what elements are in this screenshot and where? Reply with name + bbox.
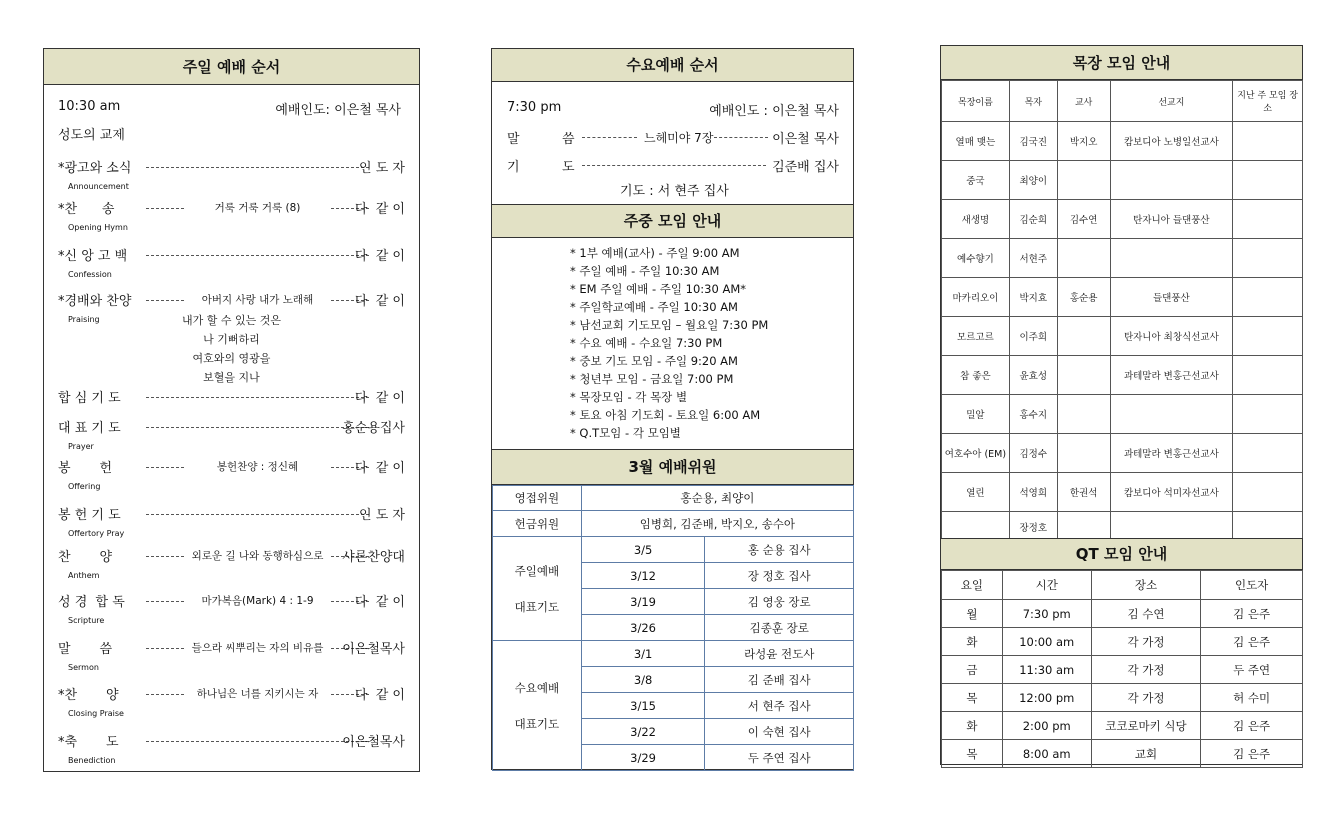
cell-value bbox=[1057, 161, 1110, 200]
cell-value: 모르고르 bbox=[942, 317, 1010, 356]
qt-value: 목 bbox=[942, 684, 1003, 712]
cell-header-row bbox=[942, 81, 1303, 122]
sunday-item-right: 다 같 이 bbox=[354, 391, 405, 406]
wednesday-prayer-dash bbox=[582, 165, 766, 166]
offering-value: 임병희, 김준배, 박지오, 송수아 bbox=[581, 511, 853, 537]
committee-group-label-2: 대표기도 bbox=[514, 599, 560, 614]
weekly-item: * 주일학교예배 - 주일 10:30 AM bbox=[570, 298, 768, 316]
sunday-item-right: 다 같 이 bbox=[354, 461, 405, 476]
sunday-leader: 예배인도: 이은철 목사 bbox=[275, 103, 401, 118]
cell-header: 지난 주 모임 장소 bbox=[1233, 81, 1303, 122]
cell-group-panel bbox=[940, 45, 1303, 539]
committee-name: 김 준배 집사 bbox=[705, 667, 854, 693]
committee-group-label bbox=[493, 537, 582, 641]
sunday-item-dash bbox=[146, 167, 369, 168]
cell-value bbox=[1233, 317, 1303, 356]
cell-value bbox=[1233, 434, 1303, 473]
sunday-item-mid: 마가복음(Mark) 4 : 1-9 bbox=[201, 595, 314, 607]
cell-group-body bbox=[942, 122, 1303, 543]
sunday-item-mid: 외로운 길 나와 동행하심으로 bbox=[191, 550, 324, 562]
qt-value: 월 bbox=[942, 600, 1003, 628]
cell-value bbox=[1110, 395, 1233, 434]
sunday-item-sub: Opening Hymn bbox=[68, 223, 128, 232]
wednesday-word-label2: 씀 bbox=[562, 132, 575, 147]
sunday-item-label: 합 심 기 도 bbox=[58, 391, 121, 406]
sunday-time: 10:30 am bbox=[58, 99, 121, 114]
sunday-item-label: *축 도 bbox=[58, 735, 119, 750]
cell-value: 석영희 bbox=[1009, 473, 1057, 512]
committee-name: 홍 순용 집사 bbox=[705, 537, 854, 563]
cell-row bbox=[942, 395, 1303, 434]
cell-value: 참 좋은 bbox=[942, 356, 1010, 395]
qt-header: 인도자 bbox=[1201, 571, 1303, 600]
qt-row bbox=[942, 740, 1303, 768]
sunday-item-sub: Closing Praise bbox=[68, 709, 124, 718]
greeters-label: 영접위원 bbox=[493, 486, 582, 511]
cell-row bbox=[942, 239, 1303, 278]
sunday-item-right: 이은철목사 bbox=[342, 642, 405, 657]
weekly-item: * 목장모임 - 각 목장 별 bbox=[570, 388, 768, 406]
committee-name: 서 현주 집사 bbox=[705, 693, 854, 719]
qt-table bbox=[941, 570, 1303, 768]
cell-value: 장정호 bbox=[1009, 512, 1057, 543]
committee-name: 김 영웅 장로 bbox=[705, 589, 854, 615]
cell-value: 김순희 bbox=[1009, 200, 1057, 239]
committee-group-label bbox=[493, 641, 582, 771]
wednesday-prayer-label: 기 bbox=[507, 160, 520, 175]
sunday-item-sub: Praising bbox=[68, 315, 100, 324]
sunday-prayer-body bbox=[493, 537, 854, 641]
sunday-item-dash bbox=[146, 514, 369, 515]
cell-value: 과테말라 변홍근선교사 bbox=[1110, 434, 1233, 473]
qt-value: 두 주연 bbox=[1201, 656, 1303, 684]
wednesday-time: 7:30 pm bbox=[507, 100, 562, 115]
qt-value: 금 bbox=[942, 656, 1003, 684]
cell-value: 밀알 bbox=[942, 395, 1010, 434]
sunday-item-sub: Offering bbox=[68, 482, 101, 491]
weekly-item: * 토요 아침 기도회 - 토요일 6:00 AM bbox=[570, 406, 768, 424]
weekly-item: * 남선교회 기도모임 – 월요일 7:30 PM bbox=[570, 316, 768, 334]
sunday-item-sub: Confession bbox=[68, 270, 112, 279]
sunday-item-label: *신 앙 고 백 bbox=[58, 249, 128, 264]
committee-date: 3/29 bbox=[581, 745, 705, 771]
qt-value: 7:30 pm bbox=[1002, 600, 1091, 628]
sunday-item-mid: 하나님은 너를 지키시는 자 bbox=[196, 688, 319, 700]
qt-value: 2:00 pm bbox=[1002, 712, 1091, 740]
weekly-panel bbox=[491, 204, 854, 450]
cell-value: 최양이 bbox=[1009, 161, 1057, 200]
cell-row bbox=[942, 356, 1303, 395]
qt-title: QT 모임 안내 bbox=[941, 539, 1302, 570]
sunday-praise-song: 보혈을 지나 bbox=[203, 371, 260, 384]
sunday-item-right: 다 같 이 bbox=[354, 688, 405, 703]
weekly-item: * 수요 예배 - 수요일 7:30 PM bbox=[570, 334, 768, 352]
sunday-item-right: 다 같 이 bbox=[354, 202, 405, 217]
sunday-item-mid: 아버지 사랑 내가 노래해 bbox=[201, 294, 314, 306]
cell-value bbox=[1110, 239, 1233, 278]
committee-group-label-2: 대표기도 bbox=[514, 716, 560, 731]
qt-header: 장소 bbox=[1091, 571, 1201, 600]
wednesday-word-dash1 bbox=[582, 137, 637, 138]
cell-row bbox=[942, 473, 1303, 512]
qt-header: 요일 bbox=[942, 571, 1003, 600]
sunday-item-label: *찬 송 bbox=[58, 202, 115, 217]
committee-row bbox=[493, 537, 854, 563]
offering-label: 헌금위원 bbox=[493, 511, 582, 537]
wednesday-word-label: 말 bbox=[507, 132, 520, 147]
qt-header: 시간 bbox=[1002, 571, 1091, 600]
committee-table bbox=[492, 485, 854, 771]
cell-value bbox=[1057, 317, 1110, 356]
weekly-item: * 1부 예배(교사) - 주일 9:00 AM bbox=[570, 244, 768, 262]
qt-value: 목 bbox=[942, 740, 1003, 768]
cell-value bbox=[1233, 473, 1303, 512]
wednesday-word-dash2 bbox=[714, 137, 768, 138]
cell-value: 윤효성 bbox=[1009, 356, 1057, 395]
weekly-item: * Q.T모임 - 각 모임별 bbox=[570, 424, 768, 442]
cell-value: 김국진 bbox=[1009, 122, 1057, 161]
qt-value: 교회 bbox=[1091, 740, 1201, 768]
sunday-item-dash-left bbox=[146, 208, 184, 209]
cell-value: 김정수 bbox=[1009, 434, 1057, 473]
cell-row bbox=[942, 200, 1303, 239]
cell-value: 열린 bbox=[942, 473, 1010, 512]
cell-value bbox=[1233, 356, 1303, 395]
sunday-order-panel bbox=[43, 48, 420, 772]
sunday-item-right: 홍순용집사 bbox=[342, 421, 405, 436]
qt-value: 김 은주 bbox=[1201, 600, 1303, 628]
cell-value: 탄자니아 최창식선교사 bbox=[1110, 317, 1233, 356]
cell-value bbox=[1233, 200, 1303, 239]
sunday-item-dash bbox=[146, 397, 369, 398]
committee-group-label-1: 주일예배 bbox=[514, 563, 560, 578]
wednesday-prayer-right: 김준배 집사 bbox=[772, 160, 839, 175]
qt-row bbox=[942, 712, 1303, 740]
sunday-item-sub: Anthem bbox=[68, 571, 100, 580]
sunday-item-label: *경배와 찬양 bbox=[58, 294, 132, 309]
cell-value: 예수향기 bbox=[942, 239, 1010, 278]
sunday-item-dash-left bbox=[146, 648, 184, 649]
cell-group-head bbox=[942, 81, 1303, 122]
cell-value bbox=[1233, 278, 1303, 317]
cell-value bbox=[1233, 161, 1303, 200]
qt-value: 김 은주 bbox=[1201, 628, 1303, 656]
committee-name: 라성윤 전도사 bbox=[705, 641, 854, 667]
sunday-item-right: 인 도 자 bbox=[359, 508, 405, 523]
sunday-item-right: 다 같 이 bbox=[354, 294, 405, 309]
sunday-praise-song: 내가 할 수 있는 것은 bbox=[182, 314, 281, 327]
cell-value bbox=[1057, 395, 1110, 434]
qt-value: 각 가정 bbox=[1091, 656, 1201, 684]
cell-header: 목자 bbox=[1009, 81, 1057, 122]
cell-value: 캄보디아 석미자선교사 bbox=[1110, 473, 1233, 512]
qt-row bbox=[942, 684, 1303, 712]
committee-date: 3/12 bbox=[581, 563, 705, 589]
committee-name: 이 숙현 집사 bbox=[705, 719, 854, 745]
qt-value: 김 은주 bbox=[1201, 712, 1303, 740]
sunday-item-dash bbox=[146, 427, 369, 428]
sunday-praise-song: 여호와의 영광을 bbox=[192, 352, 271, 365]
wednesday-prayer-note: 기도 : 서 현주 집사 bbox=[620, 184, 729, 199]
qt-value: 김 은주 bbox=[1201, 740, 1303, 768]
cell-value: 캄보디아 노병일선교사 bbox=[1110, 122, 1233, 161]
sunday-item-mid: 거룩 거룩 거룩 (8) bbox=[214, 202, 301, 214]
qt-row bbox=[942, 600, 1303, 628]
committee-date: 3/1 bbox=[581, 641, 705, 667]
committee-title: 3월 예배위원 bbox=[492, 450, 853, 485]
sunday-item-dash bbox=[146, 255, 369, 256]
qt-value: 8:00 am bbox=[1002, 740, 1091, 768]
cell-value bbox=[1233, 395, 1303, 434]
committee-date: 3/5 bbox=[581, 537, 705, 563]
sunday-item-sub: Benediction bbox=[68, 756, 116, 765]
qt-value: 김 수연 bbox=[1091, 600, 1201, 628]
sunday-item-label: 대 표 기 도 bbox=[58, 421, 121, 436]
wednesday-prayer-body bbox=[493, 641, 854, 771]
qt-value: 코코로마키 식당 bbox=[1091, 712, 1201, 740]
sunday-item-sub: Prayer bbox=[68, 442, 94, 451]
wednesday-order-panel bbox=[491, 48, 854, 205]
cell-row bbox=[942, 122, 1303, 161]
sunday-item-sub: Sermon bbox=[68, 663, 99, 672]
cell-value: 이주희 bbox=[1009, 317, 1057, 356]
committee-date: 3/19 bbox=[581, 589, 705, 615]
sunday-item-dash-left bbox=[146, 694, 184, 695]
cell-value: 열매 맺는 bbox=[942, 122, 1010, 161]
cell-row bbox=[942, 278, 1303, 317]
qt-value: 각 가정 bbox=[1091, 628, 1201, 656]
cell-value bbox=[1110, 161, 1233, 200]
cell-value: 김수연 bbox=[1057, 200, 1110, 239]
sunday-item-label: 봉 헌 기 도 bbox=[58, 508, 121, 523]
cell-header: 선교지 bbox=[1110, 81, 1233, 122]
sunday-item-right: 이은철목사 bbox=[342, 735, 405, 750]
sunday-item-dash-left bbox=[146, 556, 184, 557]
weekly-item: * 주일 예배 - 주일 10:30 AM bbox=[570, 262, 768, 280]
sunday-item-sub: Offertory Pray bbox=[68, 529, 125, 538]
cell-value: 들댄풍산 bbox=[1110, 278, 1233, 317]
cell-value bbox=[1057, 434, 1110, 473]
qt-value: 허 수미 bbox=[1201, 684, 1303, 712]
weekly-item: * 중보 기도 모임 - 주일 9:20 AM bbox=[570, 352, 768, 370]
sunday-item-right: 인 도 자 bbox=[359, 161, 405, 176]
cell-value: 탄자니아 들댄풍산 bbox=[1110, 200, 1233, 239]
cell-group-table bbox=[941, 80, 1303, 543]
qt-body bbox=[942, 600, 1303, 768]
sunday-fellowship: 성도의 교제 bbox=[58, 128, 125, 143]
committee-group-label-1: 수요예배 bbox=[514, 680, 560, 695]
qt-value: 화 bbox=[942, 628, 1003, 656]
cell-value: 홍순용 bbox=[1057, 278, 1110, 317]
sunday-item-dash-left bbox=[146, 601, 184, 602]
cell-value: 여호수아 (EM) bbox=[942, 434, 1010, 473]
cell-row bbox=[942, 161, 1303, 200]
greeters-value: 홍순용, 최양이 bbox=[581, 486, 853, 511]
weekly-title: 주중 모임 안내 bbox=[492, 205, 853, 238]
committee-date: 3/26 bbox=[581, 615, 705, 641]
cell-value: 박지오 bbox=[1057, 122, 1110, 161]
sunday-item-label: *찬 양 bbox=[58, 688, 119, 703]
cell-value bbox=[1233, 239, 1303, 278]
cell-group-title: 목장 모임 안내 bbox=[941, 46, 1302, 80]
committee-name: 두 주연 집사 bbox=[705, 745, 854, 771]
sunday-item-mid: 들으라 씨뿌리는 자의 비유를 bbox=[191, 642, 324, 654]
sunday-item-sub: Announcement bbox=[68, 182, 129, 191]
wednesday-leader: 예배인도 : 이은철 목사 bbox=[709, 104, 839, 119]
sunday-praise-song: 나 기뻐하리 bbox=[203, 333, 260, 346]
weekly-item: * 청년부 모임 - 금요일 7:00 PM bbox=[570, 370, 768, 388]
qt-value: 각 가정 bbox=[1091, 684, 1201, 712]
sunday-item-dash bbox=[146, 741, 369, 742]
cell-value: 한권석 bbox=[1057, 473, 1110, 512]
cell-header: 목장이름 bbox=[942, 81, 1010, 122]
cell-value: 서현주 bbox=[1009, 239, 1057, 278]
committee-date: 3/15 bbox=[581, 693, 705, 719]
qt-value: 화 bbox=[942, 712, 1003, 740]
weekly-item: * EM 주일 예배 - 주일 10:30 AM* bbox=[570, 280, 768, 298]
weekly-list bbox=[570, 244, 768, 442]
committee-name: 장 정호 집사 bbox=[705, 563, 854, 589]
sunday-item-label: 봉 헌 bbox=[58, 461, 113, 476]
qt-head bbox=[942, 571, 1303, 600]
sunday-item-label: 찬 양 bbox=[58, 550, 113, 565]
cell-value: 박지효 bbox=[1009, 278, 1057, 317]
cell-header: 교사 bbox=[1057, 81, 1110, 122]
sunday-item-right: 샤론찬양대 bbox=[342, 550, 405, 565]
cell-value: 홍수지 bbox=[1009, 395, 1057, 434]
sunday-item-mid: 봉헌찬양 : 정신혜 bbox=[216, 461, 299, 473]
wednesday-order-title: 수요예배 순서 bbox=[492, 49, 853, 82]
qt-row bbox=[942, 628, 1303, 656]
cell-value bbox=[1233, 122, 1303, 161]
committee-name: 김종훈 장로 bbox=[705, 615, 854, 641]
committee-date: 3/8 bbox=[581, 667, 705, 693]
cell-value: 과테말라 변홍근선교사 bbox=[1110, 356, 1233, 395]
qt-header-row bbox=[942, 571, 1303, 600]
sunday-item-label: *광고와 소식 bbox=[58, 161, 132, 176]
sunday-item-right: 다 같 이 bbox=[354, 249, 405, 264]
cell-row bbox=[942, 434, 1303, 473]
wednesday-prayer-label2: 도 bbox=[562, 160, 575, 175]
wednesday-word-mid: 느헤미야 7장 bbox=[644, 131, 714, 145]
qt-value: 10:00 am bbox=[1002, 628, 1091, 656]
qt-row bbox=[942, 656, 1303, 684]
qt-value: 12:00 pm bbox=[1002, 684, 1091, 712]
sunday-item-label: 말 씀 bbox=[58, 642, 113, 657]
cell-value: 마카리오이 bbox=[942, 278, 1010, 317]
cell-value: 새생명 bbox=[942, 200, 1010, 239]
wednesday-word-right: 이은철 목사 bbox=[772, 132, 839, 147]
sunday-item-label: 성 경 합 독 bbox=[58, 595, 125, 610]
qt-panel bbox=[940, 538, 1303, 765]
committee-panel bbox=[491, 449, 854, 770]
committee-date: 3/22 bbox=[581, 719, 705, 745]
cell-value bbox=[1057, 356, 1110, 395]
sunday-item-right: 다 같 이 bbox=[354, 595, 405, 610]
cell-value: 중국 bbox=[942, 161, 1010, 200]
sunday-item-sub: Scripture bbox=[68, 616, 105, 625]
committee-row bbox=[493, 641, 854, 667]
cell-row bbox=[942, 317, 1303, 356]
sunday-item-dash-left bbox=[146, 300, 184, 301]
sunday-item-dash-left bbox=[146, 467, 184, 468]
qt-value: 11:30 am bbox=[1002, 656, 1091, 684]
cell-value bbox=[1057, 239, 1110, 278]
sunday-order-title: 주일 예배 순서 bbox=[44, 49, 419, 85]
